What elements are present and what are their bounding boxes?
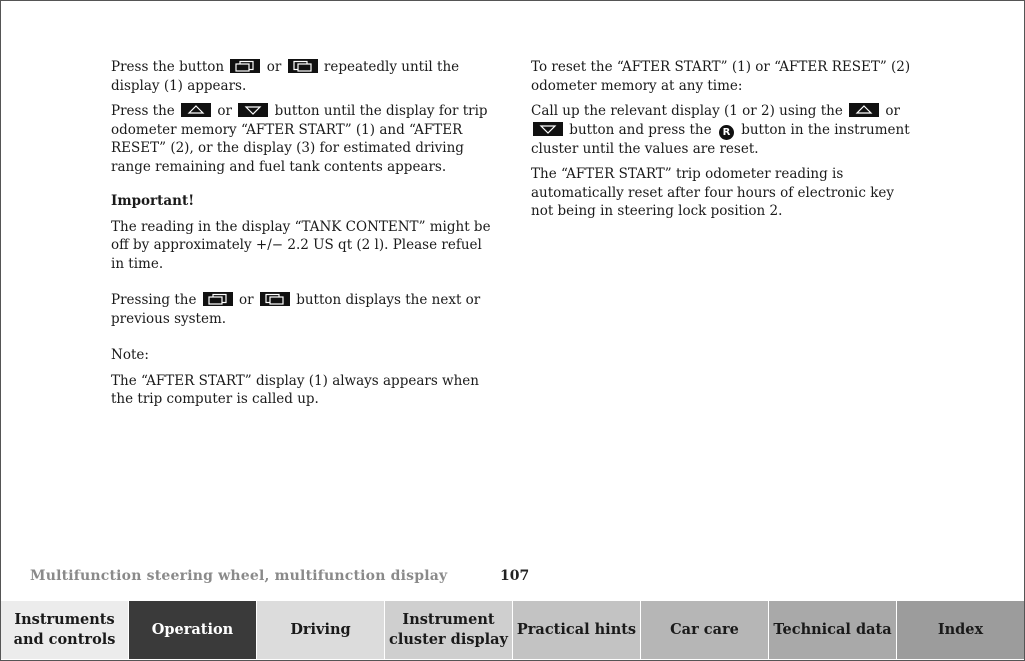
tab-label: Instrument cluster display <box>389 611 508 648</box>
tab-label: Practical hints <box>516 621 637 638</box>
left-column <box>111 58 496 416</box>
tab-operation[interactable] <box>129 601 257 659</box>
tab-label: Index <box>937 621 984 638</box>
paragraph-reset-intro: To reset the “AFTER START” (1) or “AFTER RESET” (2) odometer memory at any time: <box>531 59 911 94</box>
text: or <box>239 292 254 308</box>
right-column <box>531 58 916 228</box>
paragraph-trip-memory <box>111 102 496 176</box>
tab-label: Instruments and controls <box>13 611 116 648</box>
arrow-up-icon <box>181 103 211 117</box>
text: or <box>217 103 232 119</box>
page-number: 107 <box>500 568 530 584</box>
paragraph-auto-reset: The “AFTER START” trip odometer reading is automatically reset after four hours of electronic key not being in steering lock position 2. <box>531 166 895 219</box>
tab-instruments-and-controls[interactable] <box>1 601 129 659</box>
paragraph-reset-steps <box>531 102 916 158</box>
page-forward-icon <box>230 59 260 73</box>
paragraph-next-system <box>111 291 496 328</box>
tab-label: Technical data <box>773 621 892 638</box>
paragraph-select-display <box>111 58 496 95</box>
text: button in the instrument cluster until the values are reset. <box>531 121 910 157</box>
section-title: Multifunction steering wheel, multifunction display <box>30 568 448 584</box>
page-forward-icon <box>203 292 233 306</box>
tab-car-care[interactable] <box>641 601 769 659</box>
note-text: The “AFTER START” display (1) always appears when the trip computer is called up. <box>111 372 479 407</box>
arrow-down-icon <box>533 122 563 136</box>
text: button and press the <box>569 121 712 138</box>
arrow-down-icon <box>238 103 268 117</box>
text: Pressing the <box>111 292 197 308</box>
note-label: Note: <box>111 347 149 363</box>
important-text: The reading in the display “TANK CONTENT” might be off by approximately +/− 2.2 US qt (2 l). Please refuel in time. <box>111 218 491 272</box>
text: button until the display for trip odometer memory “AFTER START” (1) and “AFTER RESET” (2), or the display (3) for estimated driving range remaining and fuel tank contents appears. <box>111 103 488 175</box>
page-back-icon <box>260 292 290 306</box>
text: or <box>885 103 901 119</box>
tab-label: Driving <box>290 621 351 638</box>
tab-label: Operation <box>151 621 234 638</box>
text: or <box>266 59 282 75</box>
text: Call up the relevant display (1 or 2) using the <box>531 103 843 119</box>
arrow-up-icon <box>849 103 879 117</box>
tab-driving[interactable] <box>257 601 385 659</box>
reset-r-icon: R <box>719 125 734 140</box>
tab-technical-data[interactable] <box>769 601 897 659</box>
tab-index[interactable] <box>897 601 1024 659</box>
page-back-icon <box>288 59 318 73</box>
text: Press the <box>111 103 175 119</box>
text: button displays the next or previous system. <box>111 292 481 327</box>
tab-label: Car care <box>670 621 739 638</box>
important-heading: Important! <box>111 193 195 209</box>
text: repeatedly until the display (1) appears. <box>111 59 460 94</box>
tab-practical-hints[interactable] <box>513 601 641 659</box>
text: Press the button <box>111 59 225 75</box>
chapter-nav <box>1 601 1024 659</box>
tab-instrument-cluster-display[interactable] <box>385 601 513 659</box>
